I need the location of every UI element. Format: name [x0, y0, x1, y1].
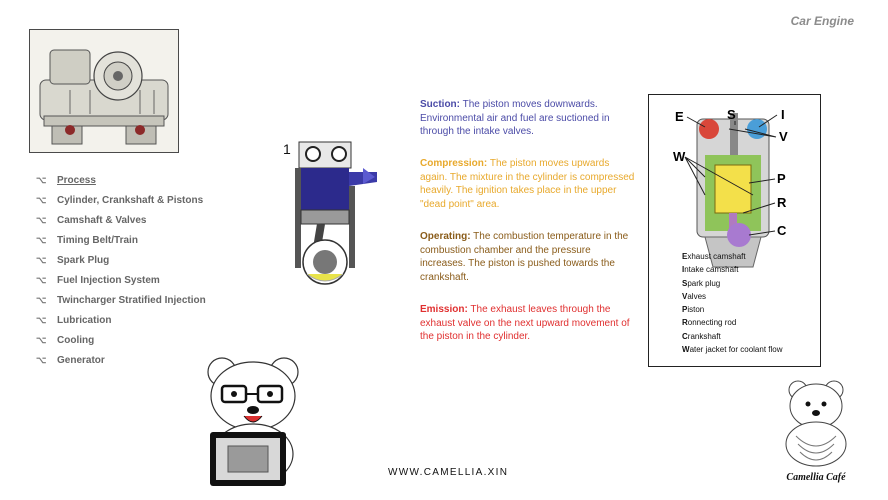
nav-item-cylinder[interactable]: ⌥ Cylinder, Crankshaft & Pistons [36, 194, 204, 206]
step-text: The combustion temperature in the combustion chamber and the pressure increases. The piston is pushed towards the crankshaft. [420, 231, 629, 283]
label-s: S [727, 107, 736, 122]
label-w: W [673, 149, 686, 164]
label-i: I [781, 107, 785, 122]
bullet-icon: ⌥ [36, 254, 47, 265]
bear-mascot [198, 350, 308, 490]
camellia-cafe-logo [776, 376, 856, 486]
logo-text: Camellia Café [786, 472, 846, 483]
label-p: P [777, 171, 786, 186]
nav-item-process[interactable]: ⌥ Process [36, 174, 96, 186]
step-text: The exhaust leaves through the exhaust valve on the next upward movement of the piston in the cylinder. [420, 304, 630, 343]
bullet-icon: ⌥ [36, 274, 47, 285]
label-e: E [675, 109, 684, 124]
step-text: The piston moves upwards again. The mixture in the cylinder is compressed heavily. The ignition takes place in the upper "dead point" area. [420, 158, 635, 210]
website-link[interactable]: WWW.CAMELLIA.XIN [388, 467, 509, 478]
nav-item-timing-belt[interactable]: ⌥ Timing Belt/Train [36, 234, 138, 246]
step-title: Operating: [420, 231, 471, 242]
engine-legend [682, 250, 783, 356]
nav-item-spark-plug[interactable]: ⌥ Spark Plug [36, 254, 110, 266]
step-title: Compression: [420, 158, 488, 169]
step-operating [420, 230, 638, 284]
legend-item: Intake camshaft [682, 265, 739, 275]
legend-item: Crankshaft [682, 331, 721, 341]
step-suction [420, 98, 638, 139]
bullet-icon: ⌥ [36, 354, 47, 365]
bullet-icon: ⌥ [36, 234, 47, 245]
legend-item: Ronnecting rod [682, 318, 737, 328]
nav-item-cooling[interactable]: ⌥ Cooling [36, 334, 95, 346]
legend-item: Valves [682, 291, 707, 301]
label-v: V [779, 129, 788, 144]
step-compression [420, 157, 638, 211]
bullet-icon: ⌥ [36, 214, 47, 225]
label-r: R [777, 195, 787, 210]
topic-nav [36, 170, 206, 370]
legend-item: Piston [682, 305, 705, 315]
bullet-icon: ⌥ [36, 174, 47, 185]
bullet-icon: ⌥ [36, 294, 47, 305]
nav-item-twincharger[interactable]: ⌥ Twincharger Stratified Injection [36, 294, 206, 306]
step-title: Suction: [420, 99, 460, 110]
step-text: The piston moves downwards. Environmental air and fuel are suctioned in through the intake valves. [420, 99, 610, 138]
step-emission [420, 303, 638, 344]
step-title: Emission: [420, 304, 468, 315]
bullet-icon: ⌥ [36, 334, 47, 345]
nav-item-lubrication[interactable]: ⌥ Lubrication [36, 314, 112, 326]
legend-item: Exhaust camshaft [682, 252, 746, 261]
bullet-icon: ⌥ [36, 314, 47, 325]
nav-item-fuel-injection[interactable]: ⌥ Fuel Injection System [36, 274, 160, 286]
label-c: C [777, 223, 787, 238]
bullet-icon: ⌥ [36, 194, 47, 205]
nav-item-camshaft[interactable]: ⌥ Camshaft & Valves [36, 214, 147, 226]
piston-step-number: 1 [283, 141, 291, 157]
legend-item: Water jacket for coolant flow [682, 345, 783, 355]
page-title: Car Engine [790, 14, 854, 28]
engine-photo [29, 29, 179, 153]
nav-item-generator[interactable]: ⌥ Generator [36, 354, 105, 366]
legend-item: Spark plug [682, 278, 721, 288]
piston-cycle-diagram [293, 138, 377, 290]
